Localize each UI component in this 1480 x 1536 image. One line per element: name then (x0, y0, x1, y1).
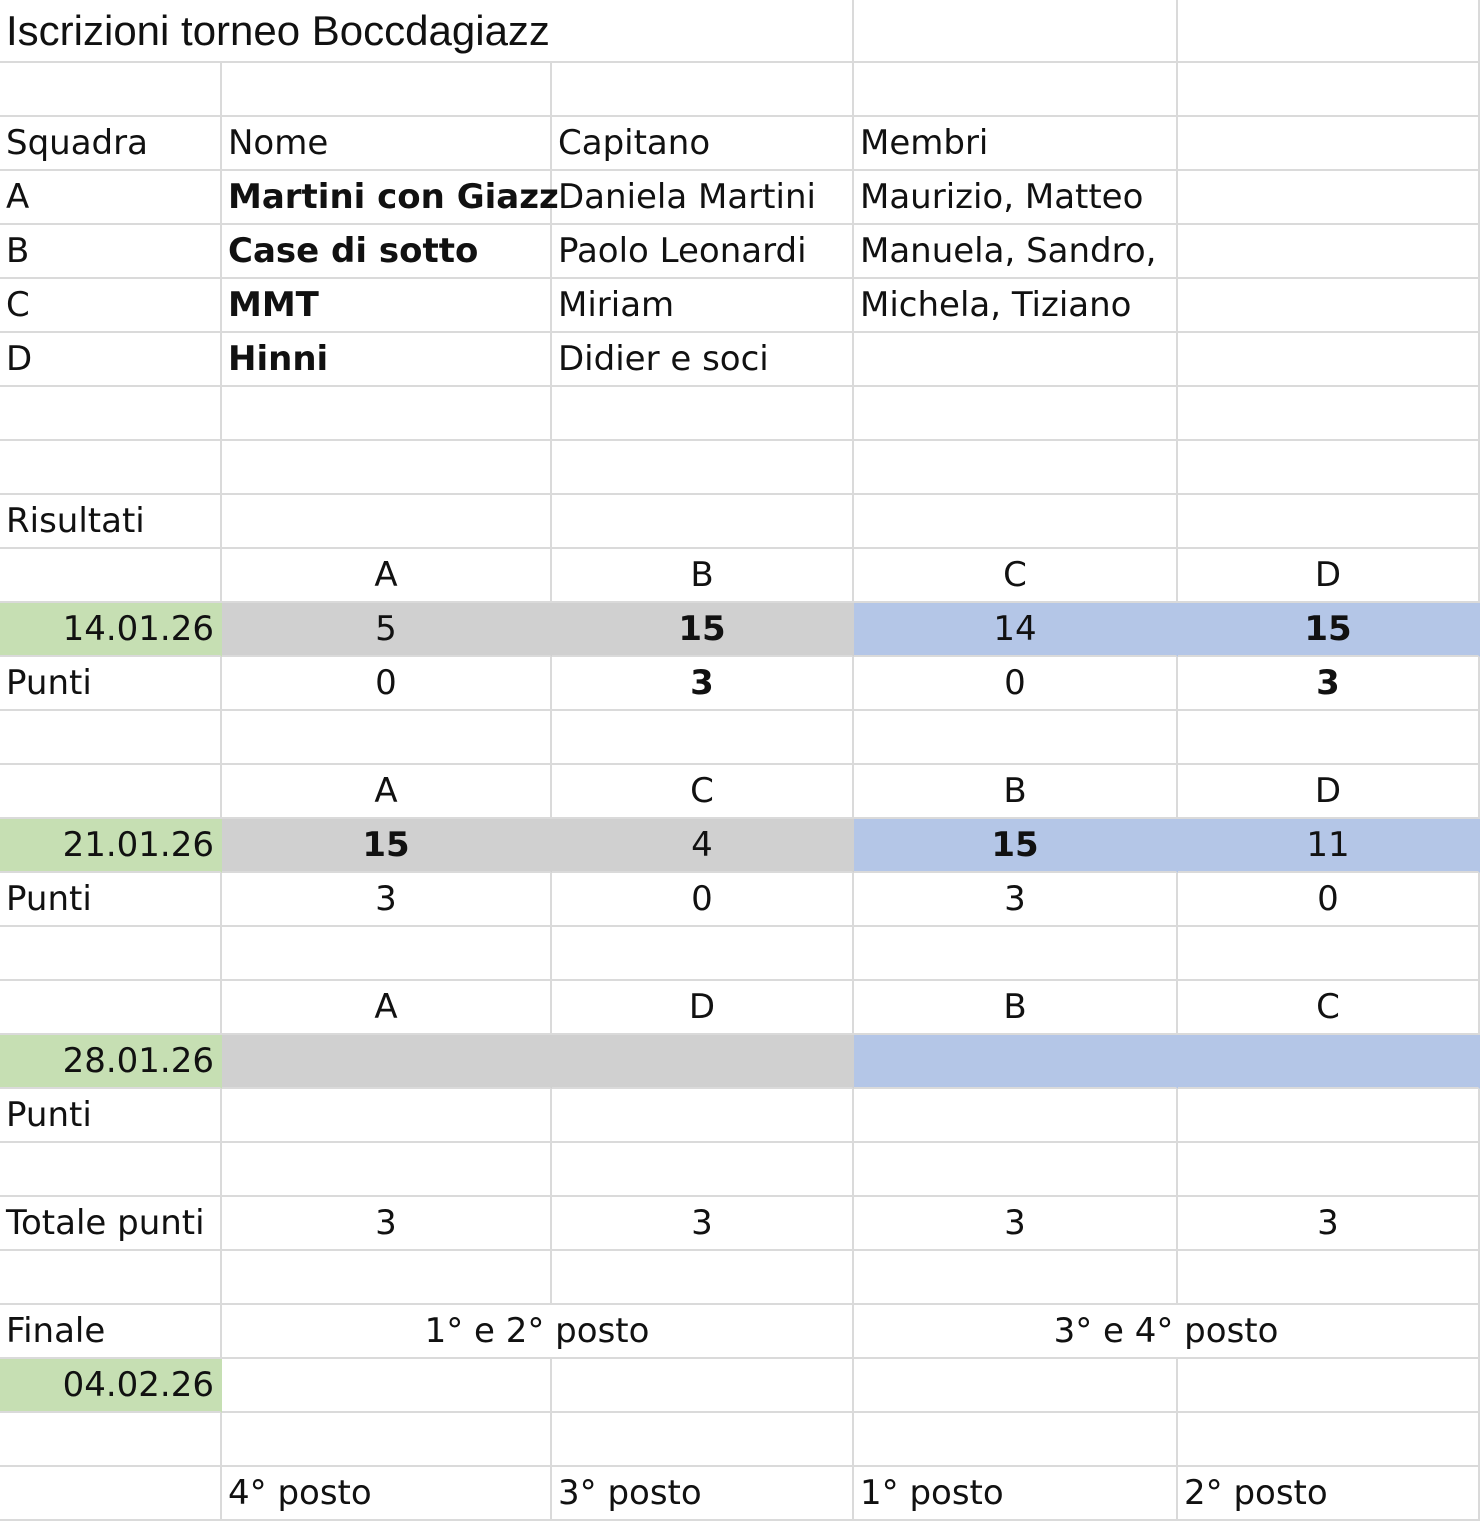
cell-r23-c2[interactable]: 3 (222, 1197, 552, 1251)
cell-r19-c4[interactable]: B (854, 981, 1178, 1035)
cell-r28-c1[interactable] (0, 1467, 222, 1521)
cell-r4-c2[interactable]: Martini con Giazz (222, 171, 552, 225)
cell-r27-c5[interactable] (1178, 1413, 1480, 1467)
cell-r13-c2[interactable]: 0 (222, 657, 552, 711)
cell-r21-c5[interactable] (1178, 1089, 1480, 1143)
cell-r18-c1[interactable] (0, 927, 222, 981)
cell-r15-c1[interactable] (0, 765, 222, 819)
cell-r4-c3[interactable]: Daniela Martini (552, 171, 854, 225)
cell-r12-c1[interactable]: 14.01.26 (0, 603, 222, 657)
cell-r12-c5[interactable]: 15 (1178, 603, 1480, 657)
cell-r7-c3[interactable]: Didier e soci (552, 333, 854, 387)
cell-r9-c1[interactable] (0, 441, 222, 495)
cell-r15-c4[interactable]: B (854, 765, 1178, 819)
cell-r28-c3[interactable]: 3° posto (552, 1467, 854, 1521)
cell-r22-c3[interactable] (552, 1143, 854, 1197)
cell-r28-c5[interactable]: 2° posto (1178, 1467, 1480, 1521)
cell-r4-c5[interactable] (1178, 171, 1480, 225)
cell-r27-c4[interactable] (854, 1413, 1178, 1467)
cell-r20-c1[interactable]: 28.01.26 (0, 1035, 222, 1089)
cell-r8-c4[interactable] (854, 387, 1178, 441)
cell-r26-c2[interactable] (222, 1359, 552, 1413)
cell-r2-c2[interactable] (222, 63, 552, 117)
cell-r19-c3[interactable]: D (552, 981, 854, 1035)
cell-r20-c3[interactable] (552, 1035, 854, 1089)
cell-r9-c3[interactable] (552, 441, 854, 495)
cell-r3-c2[interactable]: Nome (222, 117, 552, 171)
cell-r8-c5[interactable] (1178, 387, 1480, 441)
cell-r16-c3[interactable]: 4 (552, 819, 854, 873)
cell-r20-c2[interactable] (222, 1035, 552, 1089)
cell-r23-c4[interactable]: 3 (854, 1197, 1178, 1251)
cell-r2-c4[interactable] (854, 63, 1178, 117)
cell-r7-c1[interactable]: D (0, 333, 222, 387)
cell-r21-c3[interactable] (552, 1089, 854, 1143)
cell-r11-c1[interactable] (0, 549, 222, 603)
cell-r13-c5[interactable]: 3 (1178, 657, 1480, 711)
cell-r22-c1[interactable] (0, 1143, 222, 1197)
cell-r15-c2[interactable]: A (222, 765, 552, 819)
cell-r3-c4[interactable]: Membri (854, 117, 1178, 171)
cell-r5-c4[interactable]: Manuela, Sandro, (854, 225, 1178, 279)
cell-r28-c2[interactable]: 4° posto (222, 1467, 552, 1521)
cell-r17-c2[interactable]: 3 (222, 873, 552, 927)
cell-r10-c4[interactable] (854, 495, 1178, 549)
cell-r12-c3[interactable]: 15 (552, 603, 854, 657)
cell-r4-c1[interactable]: A (0, 171, 222, 225)
cell-r7-c2[interactable]: Hinni (222, 333, 552, 387)
cell-r6-c5[interactable] (1178, 279, 1480, 333)
cell-r8-c2[interactable] (222, 387, 552, 441)
cell-r6-c1[interactable]: C (0, 279, 222, 333)
cell-r23-c3[interactable]: 3 (552, 1197, 854, 1251)
cell-r14-c2[interactable] (222, 711, 552, 765)
cell-r23-c1[interactable]: Totale punti (0, 1197, 222, 1251)
cell-r18-c3[interactable] (552, 927, 854, 981)
cell-r19-c2[interactable]: A (222, 981, 552, 1035)
cell-r1-c5[interactable] (1178, 0, 1480, 63)
cell-r10-c2[interactable] (222, 495, 552, 549)
cell-r24-c4[interactable] (854, 1251, 1178, 1305)
cell-r17-c3[interactable]: 0 (552, 873, 854, 927)
cell-r18-c5[interactable] (1178, 927, 1480, 981)
cell-r16-c5[interactable]: 11 (1178, 819, 1480, 873)
cell-r24-c1[interactable] (0, 1251, 222, 1305)
cell-r22-c4[interactable] (854, 1143, 1178, 1197)
cell-r11-c5[interactable]: D (1178, 549, 1480, 603)
cell-r7-c4[interactable] (854, 333, 1178, 387)
cell-r5-c3[interactable]: Paolo Leonardi (552, 225, 854, 279)
cell-r12-c4[interactable]: 14 (854, 603, 1178, 657)
cell-r9-c2[interactable] (222, 441, 552, 495)
cell-r1-c1[interactable]: Iscrizioni torneo Boccdagiazz (0, 0, 854, 63)
cell-r11-c4[interactable]: C (854, 549, 1178, 603)
cell-r24-c2[interactable] (222, 1251, 552, 1305)
cell-r26-c3[interactable] (552, 1359, 854, 1413)
cell-r21-c2[interactable] (222, 1089, 552, 1143)
cell-r20-c4[interactable] (854, 1035, 1178, 1089)
cell-r14-c1[interactable] (0, 711, 222, 765)
cell-r20-c5[interactable] (1178, 1035, 1480, 1089)
cell-r23-c5[interactable]: 3 (1178, 1197, 1480, 1251)
cell-r14-c5[interactable] (1178, 711, 1480, 765)
cell-r22-c5[interactable] (1178, 1143, 1480, 1197)
cell-r10-c1[interactable]: Risultati (0, 495, 222, 549)
cell-r21-c1[interactable]: Punti (0, 1089, 222, 1143)
cell-r13-c3[interactable]: 3 (552, 657, 854, 711)
cell-r19-c5[interactable]: C (1178, 981, 1480, 1035)
cell-r19-c1[interactable] (0, 981, 222, 1035)
cell-r27-c3[interactable] (552, 1413, 854, 1467)
cell-r26-c5[interactable] (1178, 1359, 1480, 1413)
cell-r26-c1[interactable]: 04.02.26 (0, 1359, 222, 1413)
cell-r1-c4[interactable] (854, 0, 1178, 63)
cell-r11-c3[interactable]: B (552, 549, 854, 603)
cell-r21-c4[interactable] (854, 1089, 1178, 1143)
cell-r24-c3[interactable] (552, 1251, 854, 1305)
cell-r25-c1[interactable]: Finale (0, 1305, 222, 1359)
cell-r17-c4[interactable]: 3 (854, 873, 1178, 927)
cell-r18-c4[interactable] (854, 927, 1178, 981)
cell-r8-c3[interactable] (552, 387, 854, 441)
cell-r16-c2[interactable]: 15 (222, 819, 552, 873)
cell-r6-c3[interactable]: Miriam (552, 279, 854, 333)
cell-r6-c2[interactable]: MMT (222, 279, 552, 333)
cell-r24-c5[interactable] (1178, 1251, 1480, 1305)
cell-r16-c1[interactable]: 21.01.26 (0, 819, 222, 873)
cell-r16-c4[interactable]: 15 (854, 819, 1178, 873)
cell-r2-c5[interactable] (1178, 63, 1480, 117)
cell-r3-c1[interactable]: Squadra (0, 117, 222, 171)
cell-r6-c4[interactable]: Michela, Tiziano (854, 279, 1178, 333)
cell-r8-c1[interactable] (0, 387, 222, 441)
cell-r13-c1[interactable]: Punti (0, 657, 222, 711)
cell-r13-c4[interactable]: 0 (854, 657, 1178, 711)
cell-r25-c2[interactable]: 1° e 2° posto (222, 1305, 854, 1359)
cell-r3-c3[interactable]: Capitano (552, 117, 854, 171)
cell-r5-c1[interactable]: B (0, 225, 222, 279)
cell-r3-c5[interactable] (1178, 117, 1480, 171)
cell-r25-c4[interactable]: 3° e 4° posto (854, 1305, 1480, 1359)
cell-r10-c5[interactable] (1178, 495, 1480, 549)
cell-r28-c4[interactable]: 1° posto (854, 1467, 1178, 1521)
cell-r26-c4[interactable] (854, 1359, 1178, 1413)
cell-r10-c3[interactable] (552, 495, 854, 549)
cell-r5-c2[interactable]: Case di sotto (222, 225, 552, 279)
cell-r9-c4[interactable] (854, 441, 1178, 495)
cell-r9-c5[interactable] (1178, 441, 1480, 495)
cell-r12-c2[interactable]: 5 (222, 603, 552, 657)
cell-r5-c5[interactable] (1178, 225, 1480, 279)
cell-r15-c3[interactable]: C (552, 765, 854, 819)
cell-r14-c3[interactable] (552, 711, 854, 765)
cell-r2-c3[interactable] (552, 63, 854, 117)
cell-r15-c5[interactable]: D (1178, 765, 1480, 819)
cell-r18-c2[interactable] (222, 927, 552, 981)
cell-r2-c1[interactable] (0, 63, 222, 117)
cell-r22-c2[interactable] (222, 1143, 552, 1197)
cell-r14-c4[interactable] (854, 711, 1178, 765)
cell-r17-c5[interactable]: 0 (1178, 873, 1480, 927)
cell-r11-c2[interactable]: A (222, 549, 552, 603)
cell-r7-c5[interactable] (1178, 333, 1480, 387)
cell-r27-c1[interactable] (0, 1413, 222, 1467)
cell-r17-c1[interactable]: Punti (0, 873, 222, 927)
cell-r27-c2[interactable] (222, 1413, 552, 1467)
cell-r4-c4[interactable]: Maurizio, Matteo (854, 171, 1178, 225)
